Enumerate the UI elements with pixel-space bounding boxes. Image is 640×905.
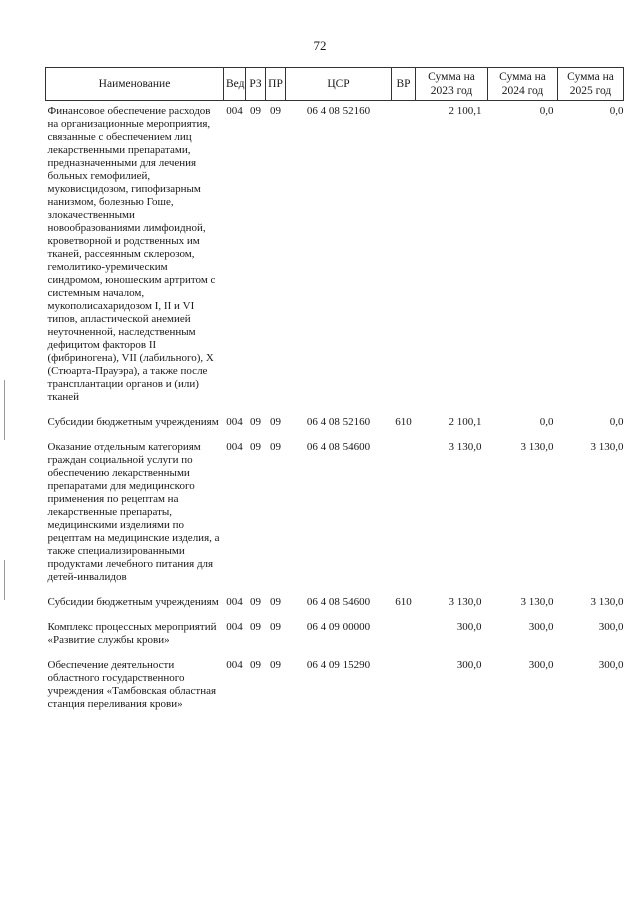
header-sum-2023: Сумма на 2023 год xyxy=(416,68,488,101)
cell-rz: 09 xyxy=(250,659,261,671)
cell-y2023: 2 100,1 xyxy=(448,105,482,117)
cell-y2024: 300,0 xyxy=(528,659,554,671)
cell-rz: 09 xyxy=(250,416,261,428)
cell-y2023: 300,0 xyxy=(456,621,482,633)
scan-margin-mark xyxy=(4,560,5,600)
cell-csr: 06 4 08 52160 xyxy=(306,416,371,428)
cell-rz: 09 xyxy=(250,105,261,117)
cell-pr: 09 xyxy=(270,596,281,608)
cell-rz: 09 xyxy=(250,621,261,633)
cell-ved: 004 xyxy=(226,416,243,428)
header-csr: ЦСР xyxy=(286,68,392,101)
header-name: Наименование xyxy=(46,68,224,101)
cell-y2025: 3 130,0 xyxy=(590,441,624,453)
cell-ved: 004 xyxy=(226,621,243,633)
cell-rz: 09 xyxy=(250,596,261,608)
cell-csr: 06 4 08 54600 xyxy=(306,596,371,608)
header-ved: Вед xyxy=(224,68,246,101)
cell-vr xyxy=(392,101,416,411)
cell-csr: 06 4 09 15290 xyxy=(306,659,371,671)
cell-y2023: 2 100,1 xyxy=(448,416,482,428)
cell-y2023: 3 130,0 xyxy=(448,596,482,608)
cell-csr: 06 4 09 00000 xyxy=(306,621,371,633)
cell-name: Субсидии бюджетным учреждениям xyxy=(47,416,219,428)
cell-ved: 004 xyxy=(226,596,243,608)
cell-vr xyxy=(392,615,416,653)
cell-name: Комплекс процессных мероприятий «Развитие службы крови» xyxy=(47,621,217,646)
cell-y2024: 3 130,0 xyxy=(520,441,554,453)
header-rz: РЗ xyxy=(246,68,266,101)
cell-pr: 09 xyxy=(270,441,281,453)
cell-y2023: 3 130,0 xyxy=(448,441,482,453)
cell-y2024: 0,0 xyxy=(539,416,554,428)
cell-y2025: 300,0 xyxy=(598,621,624,633)
table-row xyxy=(46,653,624,717)
header-vr: ВР xyxy=(392,68,416,101)
header-sum-2025: Сумма на 2025 год xyxy=(558,68,624,101)
cell-pr: 09 xyxy=(270,621,281,633)
cell-name: Обеспечение деятельности областного государственного учреждения «Тамбовская областная станция переливания крови» xyxy=(47,659,217,710)
cell-vr xyxy=(392,653,416,717)
cell-rz: 09 xyxy=(250,441,261,453)
cell-y2025: 300,0 xyxy=(598,659,624,671)
cell-pr: 09 xyxy=(270,416,281,428)
cell-y2025: 3 130,0 xyxy=(590,596,624,608)
cell-vr xyxy=(392,435,416,590)
cell-y2025: 0,0 xyxy=(609,105,624,117)
cell-pr: 09 xyxy=(270,659,281,671)
cell-pr: 09 xyxy=(270,105,281,117)
header-pr: ПР xyxy=(266,68,286,101)
cell-ved: 004 xyxy=(226,659,243,671)
table-header-row xyxy=(46,68,624,101)
cell-csr: 06 4 08 54600 xyxy=(306,441,371,453)
cell-vr: 610 xyxy=(395,416,412,428)
table-row xyxy=(46,101,624,411)
cell-y2025: 0,0 xyxy=(609,416,624,428)
cell-csr: 06 4 08 52160 xyxy=(306,105,371,117)
cell-y2023: 300,0 xyxy=(456,659,482,671)
budget-table xyxy=(45,67,624,717)
header-sum-2024: Сумма на 2024 год xyxy=(488,68,558,101)
cell-name: Субсидии бюджетным учреждениям xyxy=(47,596,219,608)
cell-y2024: 300,0 xyxy=(528,621,554,633)
cell-y2024: 0,0 xyxy=(539,105,554,117)
table-row xyxy=(46,590,624,615)
page-number: 72 xyxy=(313,38,327,53)
cell-y2024: 3 130,0 xyxy=(520,596,554,608)
cell-name: Оказание отдельным категориям граждан социальной услуги по обеспечению лекарственными препаратами для медицинского применения по рецептам на лекарственные препараты, медицинскими изделиями по рецептам на медицинские изделия, а также специализированными продуктами лечебного питания для детей-инвалидов xyxy=(47,441,220,583)
table-row xyxy=(46,615,624,653)
scan-margin-mark xyxy=(4,380,5,440)
cell-ved: 004 xyxy=(226,441,243,453)
cell-name: Финансовое обеспечение расходов на организационные мероприятия, связанные с обеспечением лиц лекарственными препаратами, предназначенными для лечения больных гемофилией, муковисцидозом, гипофизарным нанизмом, болезнью Гоше, злокачественными новообразованиями лимфоидной, кроветворной и родственных им тканей, рассеянным склерозом, гемолитико-уремическим синдромом, юношеским артритом с системным началом, мукополисахаридозом I, II и VI типов, апластической анемией неуточненной, наследственным дефицитом факторов II (фибриногена), VII (лабильного), X (Стюарта-Прауэра), а также после трансплантации органов и (или) тканей xyxy=(47,105,216,403)
table-row xyxy=(46,435,624,590)
cell-ved: 004 xyxy=(226,105,243,117)
cell-vr: 610 xyxy=(395,596,412,608)
table-row xyxy=(46,410,624,435)
